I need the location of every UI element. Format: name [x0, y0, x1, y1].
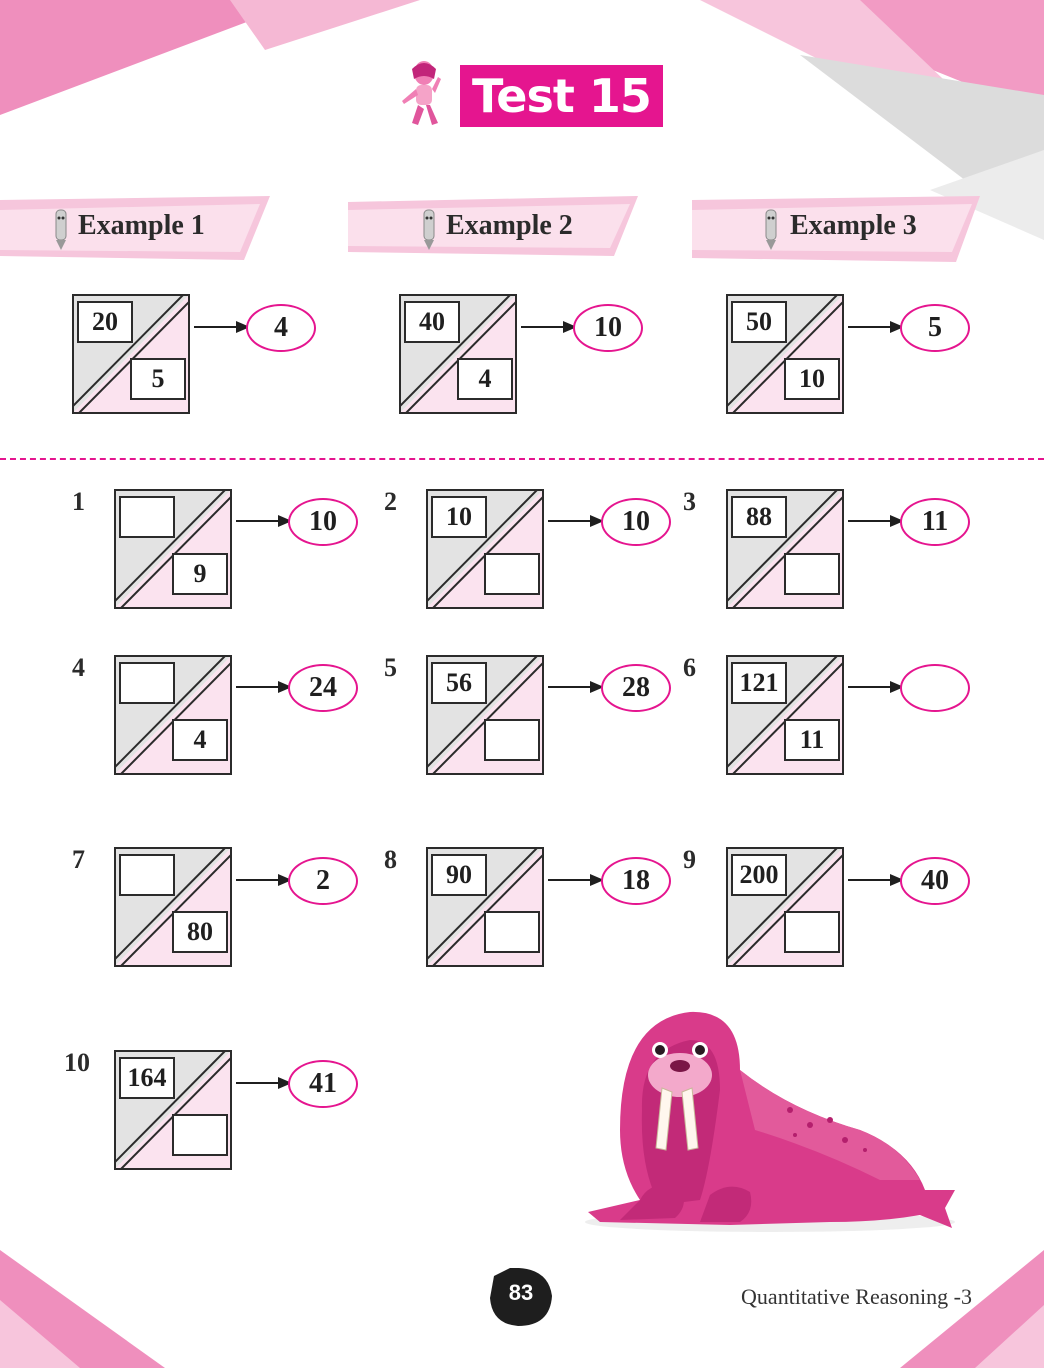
- arrow-icon: [848, 679, 904, 699]
- result-oval[interactable]: 24: [288, 664, 358, 712]
- arrow-icon: [548, 513, 604, 533]
- result-oval[interactable]: 5: [900, 304, 970, 352]
- arrow-icon: [236, 1075, 292, 1095]
- question-number: 2: [384, 487, 397, 516]
- question-number: 8: [384, 845, 397, 874]
- number-square: [726, 655, 844, 775]
- title-block: [398, 56, 663, 136]
- top-number-box[interactable]: 10: [431, 496, 487, 538]
- top-number-box[interactable]: [119, 496, 175, 538]
- number-square: [399, 294, 517, 414]
- arrow-icon: [194, 319, 250, 339]
- result-oval[interactable]: 11: [900, 498, 970, 546]
- example-banner-3: [692, 196, 982, 266]
- result-oval[interactable]: 10: [601, 498, 671, 546]
- girl-mascot-icon: [398, 59, 444, 133]
- top-number-box[interactable]: [119, 854, 175, 896]
- result-oval[interactable]: 2: [288, 857, 358, 905]
- question-number: 4: [72, 653, 85, 682]
- section-divider: [0, 458, 1044, 460]
- number-square: [726, 294, 844, 414]
- question-number: 3: [683, 487, 696, 516]
- bottom-number-box[interactable]: [484, 719, 540, 761]
- result-oval[interactable]: 40: [900, 857, 970, 905]
- result-oval[interactable]: 10: [573, 304, 643, 352]
- bottom-number-box[interactable]: 5: [130, 358, 186, 400]
- number-square: [72, 294, 190, 414]
- result-oval[interactable]: 10: [288, 498, 358, 546]
- question-number: 5: [384, 653, 397, 682]
- number-square: [114, 489, 232, 609]
- pencil-mascot-icon: [48, 206, 74, 252]
- question-number: 6: [683, 653, 696, 682]
- example-banner-2: [348, 196, 640, 266]
- arrow-icon: [236, 513, 292, 533]
- bottom-number-box[interactable]: [784, 553, 840, 595]
- number-square: [426, 847, 544, 967]
- arrow-icon: [521, 319, 577, 339]
- number-square: [114, 847, 232, 967]
- top-number-box[interactable]: [119, 662, 175, 704]
- arrow-icon: [236, 679, 292, 699]
- question-number: 1: [72, 487, 85, 516]
- top-number-box[interactable]: 50: [731, 301, 787, 343]
- bottom-number-box[interactable]: [484, 553, 540, 595]
- top-number-box[interactable]: 200: [731, 854, 787, 896]
- pencil-mascot-icon: [416, 206, 442, 252]
- number-square: [426, 489, 544, 609]
- bottom-number-box[interactable]: [484, 911, 540, 953]
- bottom-number-box[interactable]: 4: [172, 719, 228, 761]
- bottom-number-box[interactable]: 80: [172, 911, 228, 953]
- top-number-box[interactable]: 40: [404, 301, 460, 343]
- footer-text: Quantitative Reasoning -3: [741, 1284, 972, 1309]
- top-number-box[interactable]: 88: [731, 496, 787, 538]
- example-banner-1: [0, 196, 272, 266]
- page-number: 83: [508, 1280, 534, 1305]
- result-oval[interactable]: 4: [246, 304, 316, 352]
- bottom-number-box[interactable]: 10: [784, 358, 840, 400]
- top-number-box[interactable]: 20: [77, 301, 133, 343]
- arrow-icon: [848, 872, 904, 892]
- number-square: [114, 1050, 232, 1170]
- number-square: [726, 489, 844, 609]
- bottom-number-box[interactable]: [784, 911, 840, 953]
- walrus-illustration: [580, 1000, 970, 1240]
- page-title: Test 15: [460, 65, 663, 127]
- number-square: [726, 847, 844, 967]
- bottom-number-box[interactable]: [172, 1114, 228, 1156]
- bottom-number-box[interactable]: 4: [457, 358, 513, 400]
- arrow-icon: [548, 679, 604, 699]
- example-label: Example 3: [790, 210, 917, 241]
- top-number-box[interactable]: 56: [431, 662, 487, 704]
- result-oval[interactable]: 41: [288, 1060, 358, 1108]
- number-square: [426, 655, 544, 775]
- result-oval[interactable]: 18: [601, 857, 671, 905]
- arrow-icon: [848, 513, 904, 533]
- bottom-number-box[interactable]: 9: [172, 553, 228, 595]
- top-number-box[interactable]: 90: [431, 854, 487, 896]
- arrow-icon: [548, 872, 604, 892]
- bottom-number-box[interactable]: 11: [784, 719, 840, 761]
- pencil-mascot-icon: [758, 206, 784, 252]
- top-number-box[interactable]: 121: [731, 662, 787, 704]
- arrow-icon: [236, 872, 292, 892]
- result-oval[interactable]: [900, 664, 970, 712]
- top-number-box[interactable]: 164: [119, 1057, 175, 1099]
- example-label: Example 2: [446, 210, 573, 241]
- number-square: [114, 655, 232, 775]
- result-oval[interactable]: 28: [601, 664, 671, 712]
- question-number: 7: [72, 845, 85, 874]
- question-number: 10: [64, 1048, 90, 1077]
- question-number: 9: [683, 845, 696, 874]
- arrow-icon: [848, 319, 904, 339]
- example-label: Example 1: [78, 210, 205, 241]
